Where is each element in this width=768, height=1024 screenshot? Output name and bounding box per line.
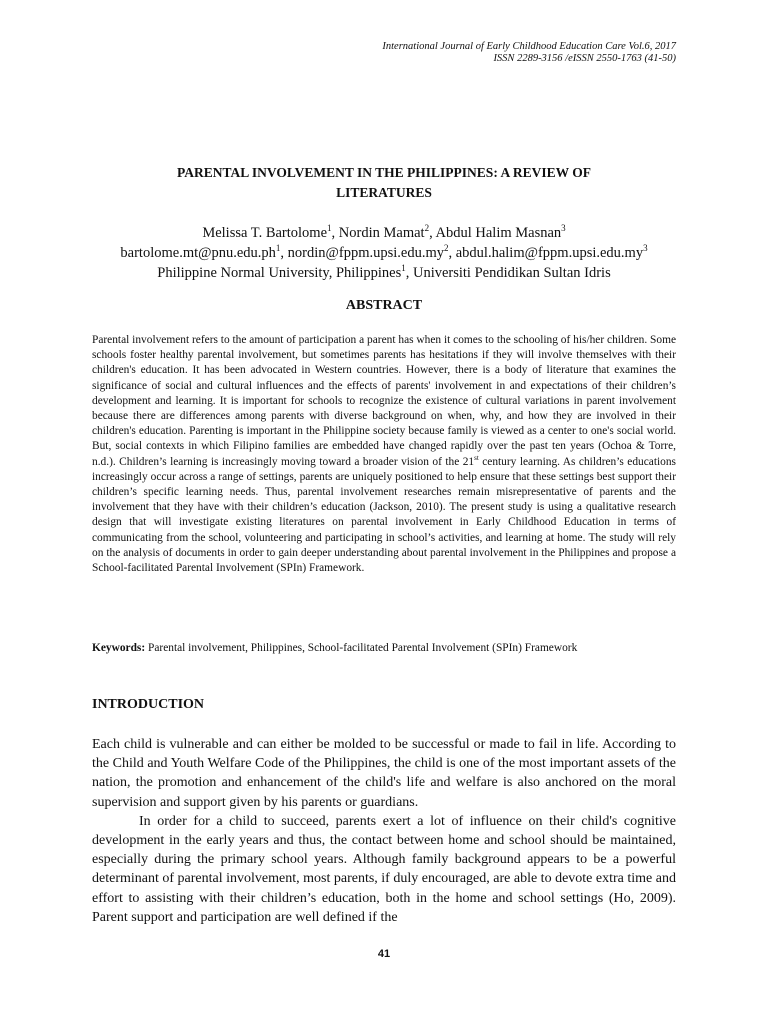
- abstract-body: [92, 333, 676, 576]
- author-superscript: 1: [327, 223, 332, 234]
- author-superscript: 3: [561, 223, 566, 234]
- abstract-text-part-1: Parental involvement refers to the amount of participation a parent has when it comes to the schooling of his/her children. Some schools foster healthy parental involvement, but sometimes parents has hesitations if they will involve themselves with their children's education. It has been advocated in Western countries. However, there is a body of literature that examines the significance of social and cultural influences and the effects of parents' involvement in and expectations of their children’s development and learning. It is important for schools to recognize the existence of cultural variations in parent involvement because there are differences among parents with diverse background on when, why, and how they are involved in their children's education. Parenting is important in the Philippine society because family is viewed as a center to one's social world. But, social contexts in which Filipino families are embedded have changed rapidly over the past ten years (Ochoa & Torre, n.d.). Children’s learning is increasingly moving toward a broader vision of the 21: [92, 334, 676, 468]
- abstract-heading: ABSTRACT: [345, 298, 423, 313]
- author-affiliations: [70, 263, 698, 283]
- keywords-label: Keywords:: [92, 642, 146, 654]
- keywords-list: Parental involvement, Philippines, School-facilitated Parental Involvement (SPIn) Framework: [145, 642, 578, 654]
- journal-header: [256, 41, 676, 65]
- abstract-superscript: st: [474, 453, 479, 462]
- page-number: 41: [377, 948, 391, 960]
- journal-citation: International Journal of Early Childhood Education Care Vol.6, 2017: [382, 41, 676, 52]
- paper-title-line-2: LITERATURES: [336, 185, 432, 200]
- affiliation: Philippine Normal University, Philippines: [157, 265, 402, 281]
- author-emails: [70, 243, 698, 263]
- abstract-text-part-2: century learning. As children’s educations increasingly occur across a range of settings, parents are uniquely positioned to help ensure that these settings best support their children’s specific learning needs. Thus, parental involvement researches remain misrepresentative of parents and the involvement that they have with their children’s education (Jackson, 2010). The present study is using a qualitative research design that will investigate existing literatures on parental involvement in Early Childhood Education in terms of communicating from the school, volunteering and participating in school’s activities, and learning at home. The study will rely on the analysis of documents in order to gain deeper understanding about parental involvement in the Philippines and propose a School-facilitated Parental Involvement (SPIn) Framework.: [92, 455, 676, 575]
- author-block: [70, 223, 698, 283]
- introduction-heading: INTRODUCTION: [92, 697, 205, 712]
- author-email: , nordin@fppm.upsi.edu.my: [280, 245, 444, 261]
- paper-title-line-1: PARENTAL INVOLVEMENT IN THE PHILIPPINES: A REVIEW OF: [177, 165, 591, 180]
- email-superscript: 1: [275, 243, 281, 254]
- author-email: , abdul.halim@fppm.upsi.edu.my: [448, 245, 644, 261]
- email-superscript: 2: [444, 243, 449, 254]
- introduction-paragraph-2: In order for a child to succeed, parents exert a lot of influence on their child's cognitive development in the early years and thus, the contact between home and school should be maintained, especially during the primary school years. Although family background appears to be a powerful determinant of parental involvement, most parents, if duly encouraged, are able to devote extra time and effort to assisting with their children’s education, both in the home and school settings (Ho, 2009). Parent support and participation are well defined if the: [92, 813, 676, 925]
- affiliation-superscript: 1: [401, 263, 406, 274]
- author-names: [70, 223, 698, 243]
- author-email: bartolome.mt@pnu.edu.ph: [120, 245, 276, 261]
- affiliation: , Universiti Pendidikan Sultan Idris: [405, 265, 611, 281]
- author-superscript: 2: [424, 223, 430, 234]
- journal-issn: ISSN 2289-3156 /eISSN 2550-1763 (41-50): [493, 53, 676, 64]
- author-name: , Abdul Halim Masnan: [429, 225, 562, 241]
- paper-title: [92, 163, 676, 203]
- author-name: , Nordin Mamat: [331, 225, 425, 241]
- keywords: [92, 641, 676, 656]
- introduction-body: [92, 735, 676, 927]
- introduction-paragraph-1: Each child is vulnerable and can either be molded to be successful or made to fail in life. According to the Child and Youth Welfare Code of the Philippines, the child is one of the most important assets of the nation, the promotion and enhancement of the child's life and welfare is also anchored on the moral supervision and support given by his parents or guardians.: [92, 737, 676, 810]
- author-name: Melissa T. Bartolome: [202, 225, 328, 241]
- email-superscript: 3: [643, 243, 648, 254]
